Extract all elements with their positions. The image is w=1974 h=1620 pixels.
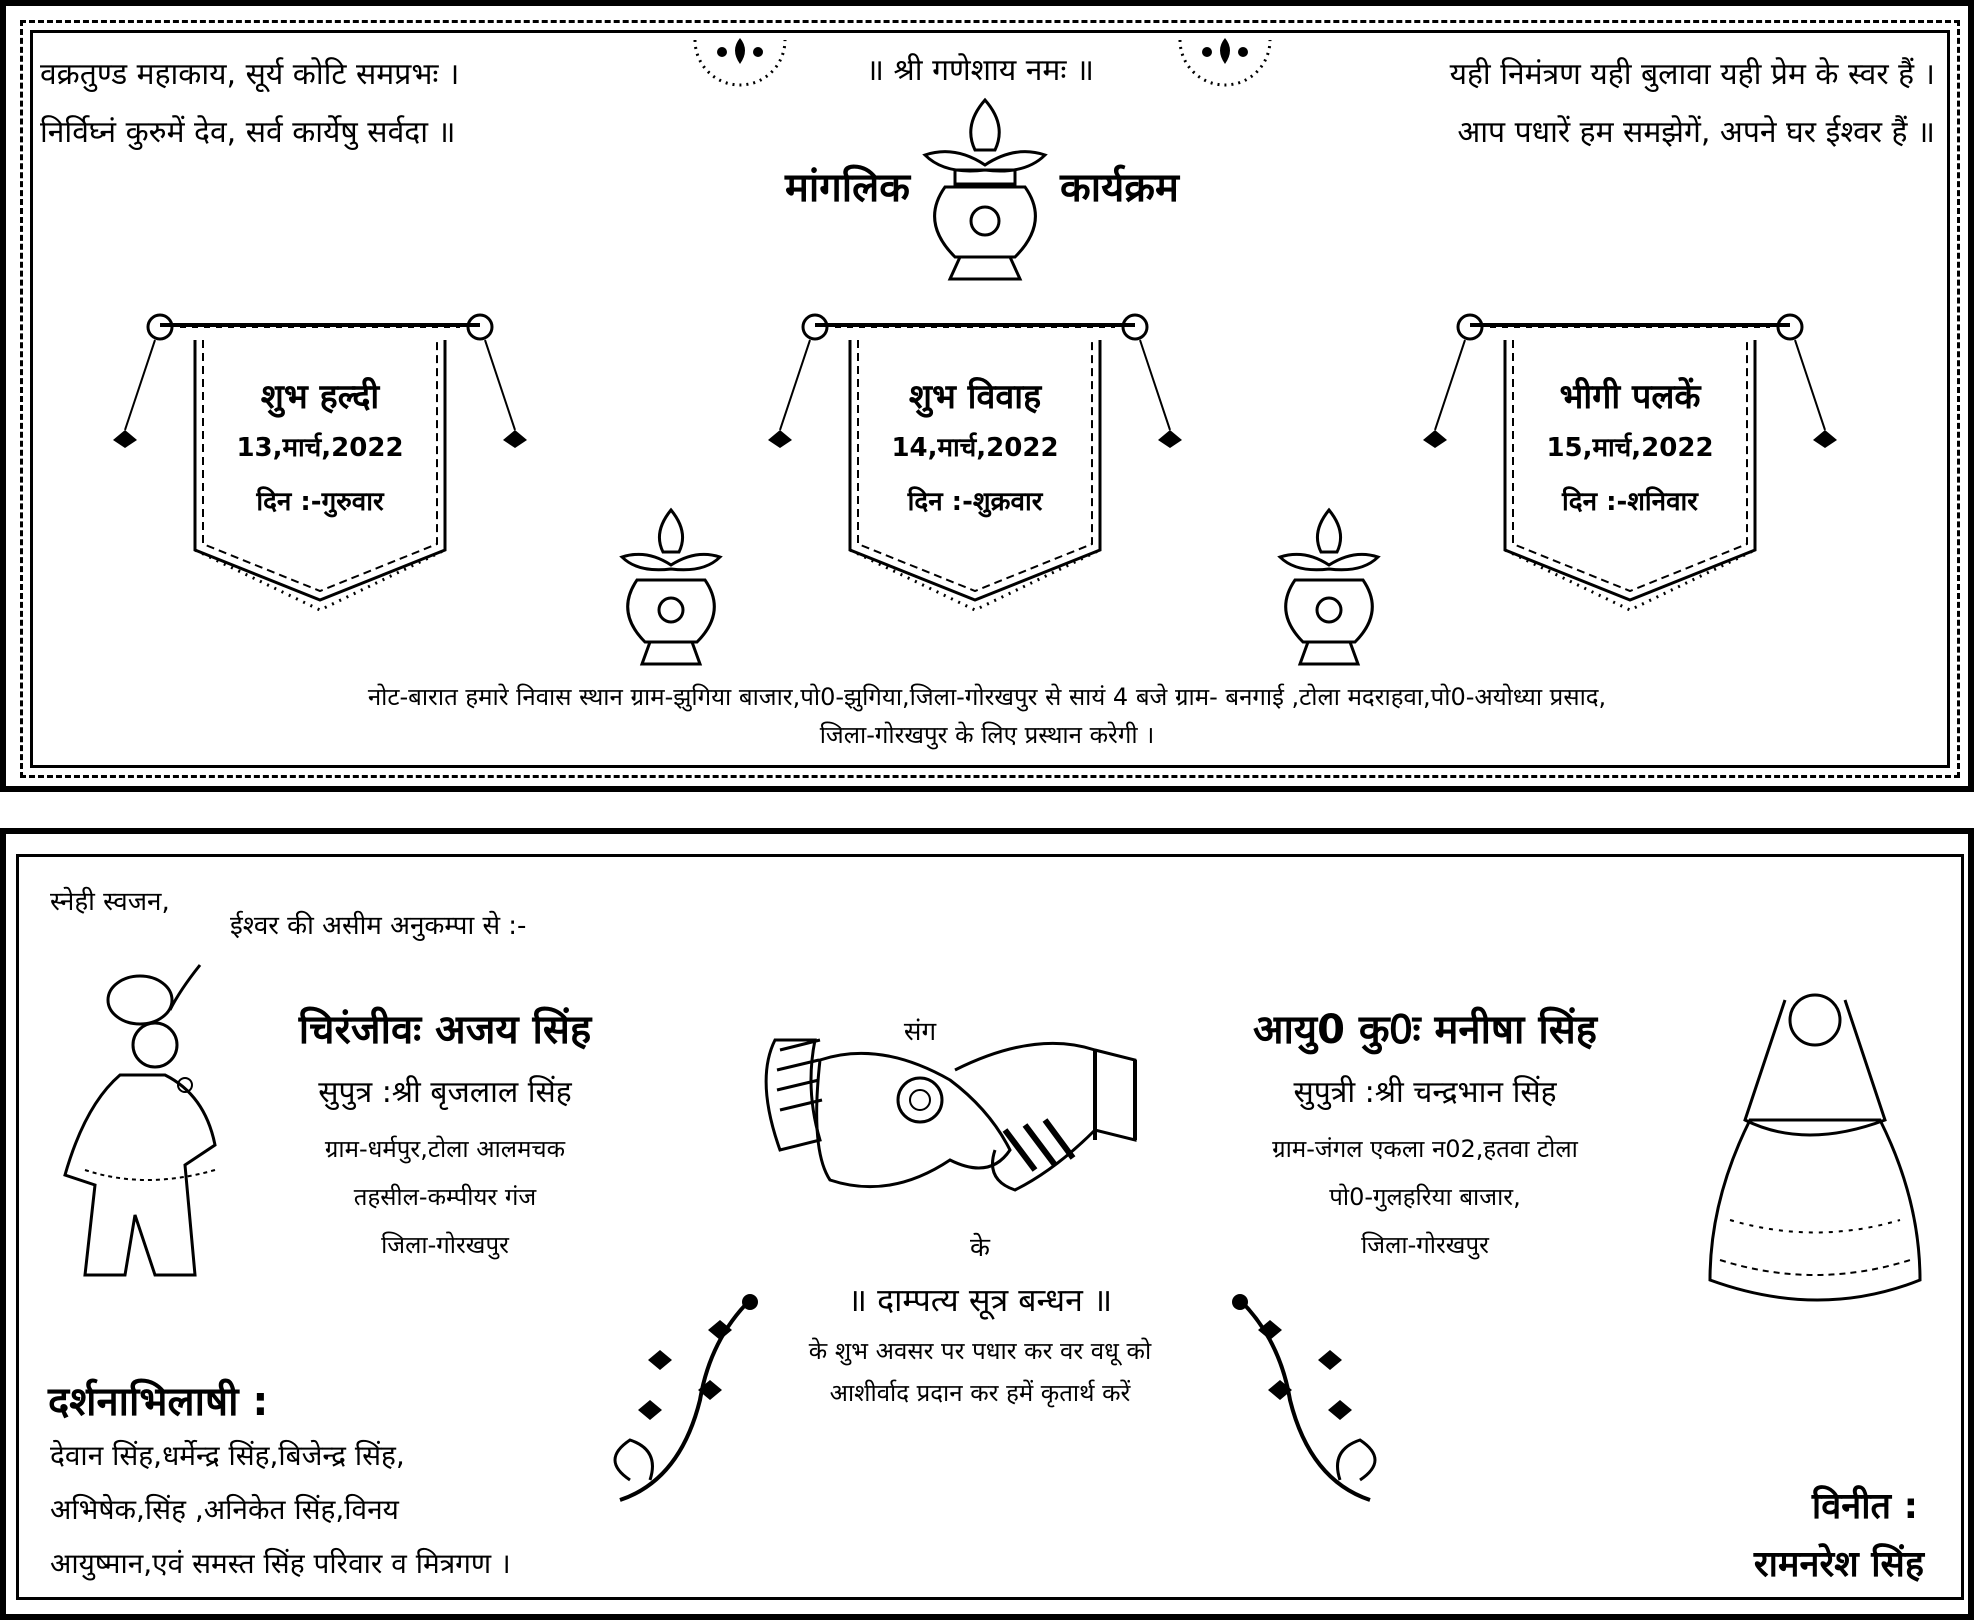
paisley-ornament-icon [1175,30,1275,85]
event-date-bhigi-palke: 15,मार्च,2022 [1546,433,1714,463]
darshan-line-2: अभिषेक,सिंह ,अनिकेत सिंह,विनय [50,1493,399,1526]
darshanabhilashi-title: दर्शनाभिलाषी : [48,1379,269,1425]
intro-line: ईश्वर की असीम अनुकम्पा से :- [230,911,527,941]
bride-address-2: पो0-गुलहरिया बाजार, [1329,1183,1521,1211]
darshan-line-3: आयुष्मान,एवं समस्त सिंह परिवार व मित्रगण । [50,1547,511,1580]
event-day-vivah: दिन :-शुक्रवार [907,487,1043,517]
groom-name: चिरंजीवः अजय सिंह [298,1007,592,1053]
groom-figure-icon [45,955,245,1335]
kalash-icon [1270,505,1388,670]
ke-label: के [970,1233,990,1263]
left-verse-line-1: वक्रतुण्ड महाकाय, सूर्य कोटि समप्रभः । [40,57,460,92]
event-title-bhigi-palke: भीगी पलकें [1559,377,1701,417]
bride-name: आयु0 कु0ः मनीषा सिंह [1253,1007,1597,1053]
handshake-icon [755,1010,1155,1210]
groom-address-3: जिला-गोरखपुर [381,1231,509,1259]
event-day-bhigi-palke: दिन :-शनिवार [1562,487,1698,517]
event-title-haldi: शुभ हल्दी [260,377,380,417]
floral-vine-icon [1190,1280,1400,1520]
paisley-ornament-icon [690,30,790,85]
event-date-haldi: 13,मार्च,2022 [236,433,404,463]
note-line-1: नोट-बारात हमारे निवास स्थान ग्राम-झुगिया बाजार,पो0-झुगिया,जिला-गोरखपुर से सायं 4 बजे ग्राम- बनगाई ,टोला मदराहवा,पो0-अयोध्या प्रसाद, [367,683,1607,711]
event-title-vivah: शुभ विवाह [908,377,1042,417]
bride-address-1: ग्राम-जंगल एकला न02,हतवा टोला [1272,1135,1578,1163]
heading-karyakram: कार्यक्रम [1060,165,1179,211]
note-line-2: जिला-गोरखपुर के लिए प्रस्थान करेगी । [819,721,1155,749]
right-verse-line-2: आप पधारें हम समझेगें, अपने घर ईश्वर हैं ॥ [1457,115,1935,150]
darshan-line-1: देवान सिंह,धर्मेन्द्र सिंह,बिजेन्द्र सिंह, [50,1439,405,1472]
right-verse-line-1: यही निमंत्रण यही बुलावा यही प्रेम के स्वर हैं । [1449,57,1935,92]
heading-mangalik: मांगलिक [785,165,910,211]
groom-address-1: ग्राम-धर्मपुर,टोला आलमचक [324,1135,566,1163]
ganesh-invocation: ॥ श्री गणेशाय नमः ॥ [866,53,1094,88]
kalash-icon [612,505,730,670]
blessing-line-2: आशीर्वाद प्रदान कर हमें कृतार्थ करें [829,1379,1131,1407]
bride-figure-icon [1690,960,1940,1340]
groom-address-2: तहसील-कम्पीयर गंज [353,1183,537,1211]
dampatya-bandhan: ॥ दाम्पत्य सूत्र बन्धन ॥ [847,1281,1113,1319]
sang-label: संग [903,1017,937,1047]
bride-address-3: जिला-गोरखपुर [1361,1231,1489,1259]
bride-parent: सुपुत्री :श्री चन्द्रभान सिंह [1293,1075,1557,1110]
greeting: स्नेही स्वजन, [50,887,170,917]
blessing-line-1: के शुभ अवसर पर पधार कर वर वधू को [808,1337,1152,1365]
vinit-title: विनीत : [1811,1486,1918,1527]
groom-parent: सुपुत्र :श्री बृजलाल सिंह [318,1075,572,1110]
vinit-name: रामनरेश सिंह [1753,1544,1924,1585]
event-day-haldi: दिन :-गुरुवार [256,487,384,517]
kalash-icon [915,95,1055,285]
event-date-vivah: 14,मार्च,2022 [891,433,1059,463]
left-verse-line-2: निर्विघ्नं कुरुमें देव, सर्व कार्येषु सर्वदा ॥ [40,115,456,150]
